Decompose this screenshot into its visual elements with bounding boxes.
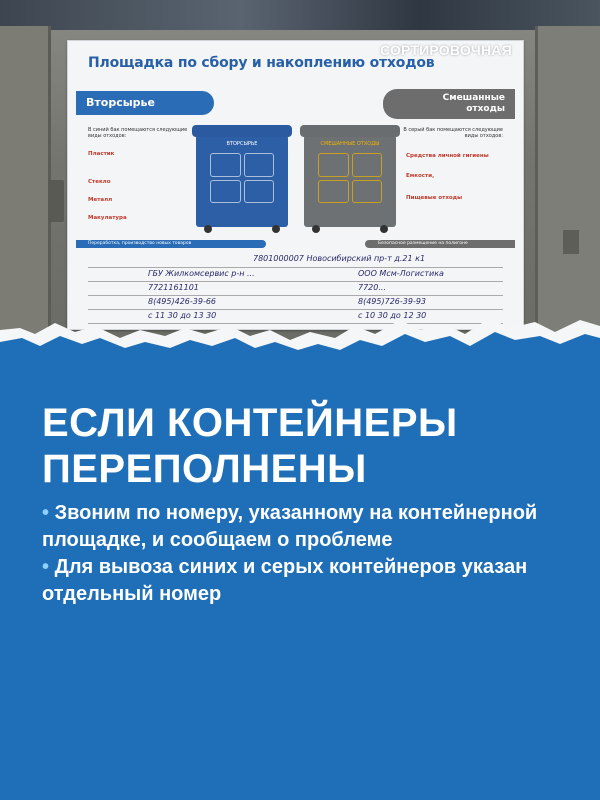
- bullet-text: Для вывоза синих и серых контейнеров указан отдельный номер: [42, 556, 528, 605]
- handwritten-id: 7801000007 Новосибирский пр-т д.21 к1: [253, 254, 426, 263]
- right-bar-text: Безопасное размещение на полигоне: [378, 241, 468, 246]
- form-line: [88, 281, 503, 282]
- right-item-containers: Емкости,: [406, 173, 435, 179]
- mixed-waste-header-line2: отходы: [466, 104, 505, 114]
- handwritten-holder: ГБУ Жилкомсервис р-н ...: [148, 269, 255, 278]
- bin-lid: [300, 125, 400, 137]
- handwritten-schedule-left: с 11 30 до 13 30: [148, 311, 217, 320]
- right-item-hygiene: Средства личной гигиены: [406, 153, 489, 159]
- blue-recycling-bin: [196, 133, 288, 227]
- bin-wheel: [272, 225, 280, 233]
- left-item-paper: Макулатура: [88, 215, 127, 221]
- bullet-list: [42, 500, 562, 608]
- handwritten-phone-left: 8(495)426-39-66: [148, 297, 217, 306]
- handwritten-inn-left: 7721161101: [148, 283, 199, 292]
- handwritten-inn-right: 7720...: [358, 283, 386, 292]
- right-item-food: Пищевые отходы: [406, 195, 463, 201]
- left-item-metal: Металл: [88, 197, 113, 203]
- handwritten-phone-right: 8(495)726-39-93: [358, 297, 427, 306]
- left-intro: В синий бак помещаются следующие виды отходов:: [88, 127, 188, 139]
- bullet-marker: •: [42, 502, 50, 524]
- bullet-marker: •: [42, 556, 50, 578]
- mixed-waste-icons: [318, 153, 382, 203]
- bin-wheel: [312, 225, 320, 233]
- handwritten-schedule-right: с 10 30 до 12 30: [358, 311, 427, 320]
- left-item-glass: Стекло: [88, 179, 111, 185]
- bullet-text: Звоним по номеру, указанному на контейнерной площадке, и сообщаем о проблеме: [42, 502, 538, 551]
- sign-title: Площадка по сбору и накоплению отходов: [88, 55, 435, 71]
- recyclable-icons: [210, 153, 274, 203]
- brand-label: СОРТИРОВОЧНАЯ: [380, 42, 512, 58]
- mixed-waste-header: [383, 89, 515, 119]
- mixed-waste-header-line1: Смешанные: [442, 93, 505, 103]
- bullet-item: [42, 500, 562, 554]
- blue-bin-label: ВТОРСЫРЬЕ: [226, 141, 258, 147]
- right-intro: В серый бак помещаются следующие виды отходов:: [403, 127, 503, 139]
- gray-mixed-bin: [304, 133, 396, 227]
- door-latch: [563, 230, 579, 254]
- left-bar-text: Переработка, производство новых товаров: [88, 241, 192, 246]
- headline: [42, 400, 562, 492]
- bullet-item: [42, 554, 562, 608]
- bin-wheel: [380, 225, 388, 233]
- headline-line-1: ЕСЛИ КОНТЕЙНЕРЫ: [42, 401, 458, 445]
- headline-line-2: ПЕРЕПОЛНЕНЫ: [42, 447, 367, 491]
- photo-top-band: [0, 0, 600, 30]
- torn-edge-divider: [0, 290, 600, 380]
- handwritten-executor: ООО Мсм-Логистика: [358, 269, 444, 278]
- left-item-plastic: Пластик: [88, 151, 115, 157]
- waste-collection-sign: [67, 40, 524, 330]
- form-line: [88, 267, 503, 268]
- gray-bin-label: СМЕШАННЫЕ ОТХОДЫ: [320, 141, 380, 147]
- door-hinge: [48, 180, 64, 222]
- recyclables-header: Вторсырье: [76, 91, 214, 115]
- bin-wheel: [204, 225, 212, 233]
- bin-lid: [192, 125, 292, 137]
